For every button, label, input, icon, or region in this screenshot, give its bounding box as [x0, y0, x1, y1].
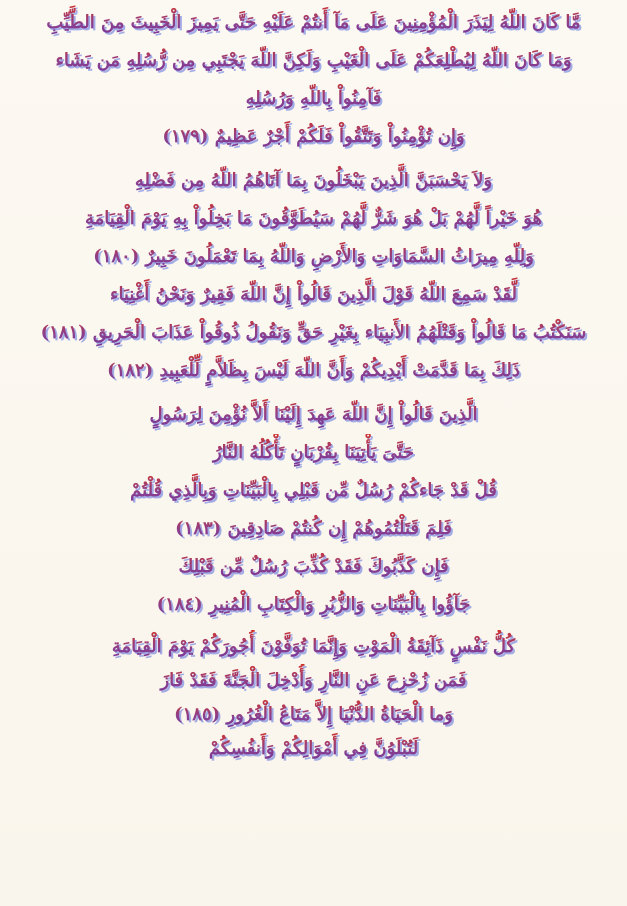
verse-line: وَلِلّهِ مِيرَاثُ السَّمَاوَاتِ وَالأَرْضِ وَاللّهُ بِمَا تَعْمَلُونَ خَبِيرٌ (١٨٠)	[6, 238, 621, 276]
verse-line: جَآؤُوا بِالْبَيِّنَاتِ وَالزُّبُرِ وَالْكِتَابِ الْمُنِيرِ (١٨٤)	[6, 586, 621, 624]
verse-line: فَمَن زُحْزِحَ عَنِ النَّارِ وَأُدْخِلَ الْجَنَّةَ فَقَدْ فَازَ	[6, 664, 621, 698]
verse-line: لَّقَدْ سَمِعَ اللّهُ قَوْلَ الَّذِينَ قَالُواْ إِنَّ اللّهَ فَقِيرٌ وَنَحْنُ أَغْنِيَاء	[6, 276, 621, 314]
verse-line: مَّا كَانَ اللّهُ لِيَذَرَ الْمُؤْمِنِينَ عَلَى مَآ أَنتُمْ عَلَيْهِ حَتَّى يَمِيزَ الْخَبِيثَ مِنَ الطَّيِّبِ	[6, 4, 621, 42]
verse-line: قُلْ قَدْ جَاءكُمْ رُسُلٌ مِّن قَبْلِي بِالْبَيِّنَاتِ وَبِالَّذِي قُلْتُمْ	[6, 472, 621, 510]
verse-line: وَمَا كَانَ اللّهُ لِيُطْلِعَكُمْ عَلَى الْغَيْبِ وَلَكِنَّ اللّهَ يَجْتَبِي مِن رُّسُلِهِ مَن يَشَاء	[6, 42, 621, 80]
verse-line: كُلُّ نَفْسٍ ذَآئِقَةُ الْمَوْتِ وَإِنَّمَا تُوَفَّوْنَ أُجُورَكُمْ يَوْمَ الْقِيَامَةِ	[6, 630, 621, 664]
verse-line: فَآمِنُواْ بِاللّهِ وَرُسُلِهِ	[6, 80, 621, 118]
verse-line: فَلِمَ قَتَلْتُمُوهُمْ إِن كُنتُمْ صَادِقِينَ (١٨٣)	[6, 510, 621, 548]
verse-block-1	[6, 4, 621, 156]
verse-line: وَإِن تُؤْمِنُواْ وَتَتَّقُواْ فَلَكُمْ أَجْرٌ عَظِيمٌ (١٧٩)	[6, 118, 621, 156]
verse-line: هُوَ خَيْراً لَّهُمْ بَلْ هُوَ شَرٌّ لَّهُمْ سَيُطَوَّقُونَ مَا بَخِلُواْ بِهِ يَوْمَ الْقِيَامَةِ	[6, 200, 621, 238]
verse-line: وَلاَ يَحْسَبَنَّ الَّذِينَ يَبْخَلُونَ بِمَا آتَاهُمُ اللّهُ مِن فَضْلِهِ	[6, 162, 621, 200]
verse-line: الَّذِينَ قَالُواْ إِنَّ اللّهَ عَهِدَ إِلَيْنَا أَلاَّ نُؤْمِنَ لِرَسُولٍ	[6, 396, 621, 434]
verse-line: حَتَّىَ يَأْتِيَنَا بِقُرْبَانٍ تَأْكُلُهُ النَّارُ	[6, 434, 621, 472]
verse-block-4	[6, 630, 621, 766]
verse-line: لَتُبْلَوُنَّ فِي أَمْوَالِكُمْ وَأَنفُسِكُمْ	[6, 732, 621, 766]
verse-line: سَنَكْتُبُ مَا قَالُواْ وَقَتْلَهُمُ الأَنبِيَاء بِغَيْرِ حَقٍّ وَنَقُولُ ذُوقُواْ عَذَابَ الْحَرِيقِ (١٨١)	[6, 314, 621, 352]
verse-line: فَإِن كَذَّبُوكَ فَقَدْ كُذِّبَ رُسُلٌ مِّن قَبْلِكَ	[6, 548, 621, 586]
verse-line: وَما الْحَيَاةُ الدُّنْيَا إِلاَّ مَتَاعُ الْغُرُورِ (١٨٥)	[6, 698, 621, 732]
verse-block-2	[6, 162, 621, 390]
verse-block-3	[6, 396, 621, 624]
verse-line: ذَلِكَ بِمَا قَدَّمَتْ أَيْدِيكُمْ وَأَنَّ اللّهَ لَيْسَ بِظَلاَّمٍ لِّلْعَبِيدِ (١٨٢)	[6, 352, 621, 390]
